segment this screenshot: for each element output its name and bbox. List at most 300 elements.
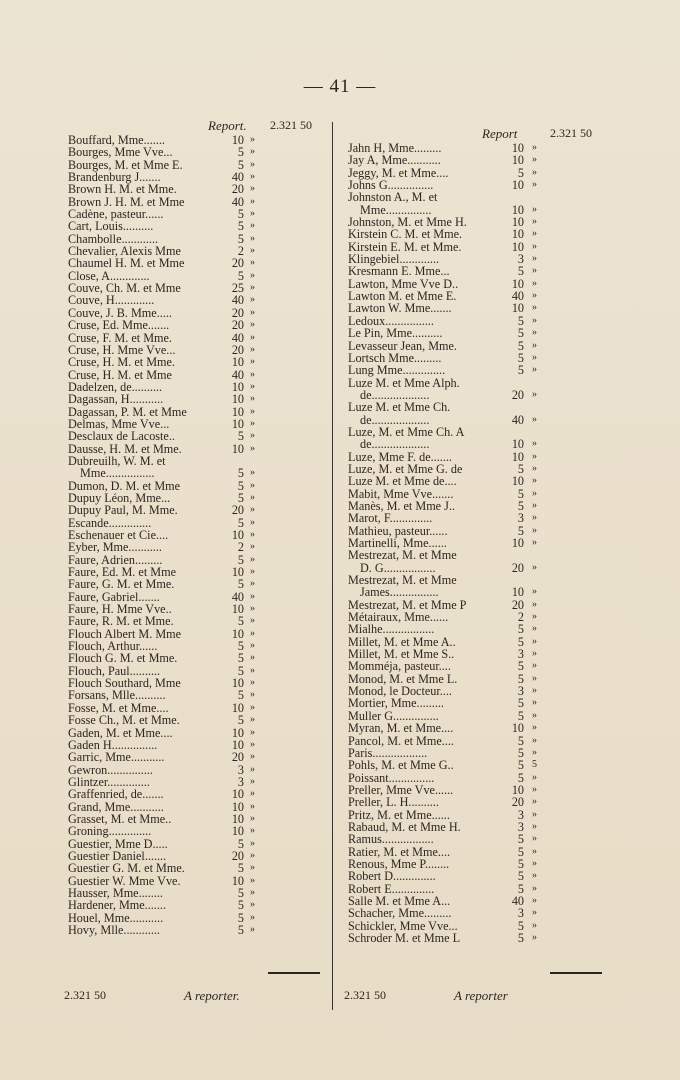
entry-row	[64, 146, 326, 158]
centimes-mark: »	[532, 833, 537, 845]
centimes-mark: »	[532, 870, 537, 882]
centimes-mark: »	[532, 598, 537, 610]
donation-amount: 10	[511, 437, 524, 452]
centimes-mark: »	[250, 627, 255, 639]
donation-amount: 5	[517, 350, 524, 365]
donation-amount: 5	[517, 758, 524, 773]
donation-amount: 3	[517, 252, 524, 267]
centimes-mark: »	[250, 701, 255, 713]
donor-name: Hausser, Mme........	[68, 885, 163, 900]
centimes-mark: »	[250, 171, 255, 183]
donation-amount: 10	[511, 141, 524, 155]
donor-name: Mestrezat, M. et Mme P	[348, 597, 467, 612]
donation-amount: 5	[237, 614, 244, 629]
donor-name: Poissant...............	[348, 770, 435, 785]
centimes-mark: »	[532, 512, 537, 524]
donor-name: Chambolle............	[68, 231, 159, 246]
donation-amount: 5	[517, 622, 524, 637]
centimes-mark: »	[532, 660, 537, 672]
entry-row	[344, 759, 606, 771]
centimes-mark: »	[532, 537, 537, 548]
donor-name: Escande..............	[68, 515, 152, 530]
donation-amount: 5	[237, 639, 244, 654]
centimes-mark: »	[250, 245, 255, 257]
donation-amount: 5	[517, 931, 524, 945]
donor-name: James................	[360, 585, 439, 600]
centimes-mark: »	[250, 541, 255, 553]
centimes-mark: »	[250, 294, 255, 306]
entry-row	[344, 833, 606, 845]
centimes-mark: »	[250, 899, 255, 911]
donation-amount: 2	[237, 244, 244, 259]
donor-name: Dupuy Paul, M. Mme.	[68, 503, 178, 518]
left-total-rule	[268, 972, 320, 974]
centimes-mark: 5	[532, 759, 537, 771]
donor-name: Jay A, Mme...........	[348, 153, 441, 168]
donation-amount: 10	[231, 811, 244, 826]
donor-name: Myran, M. et Mme....	[348, 721, 454, 736]
donor-name: Johns G...............	[348, 178, 434, 193]
entry-row	[344, 327, 606, 339]
donation-amount: 10	[231, 602, 244, 617]
centimes-mark: »	[250, 417, 255, 429]
donation-amount: 40	[231, 170, 244, 185]
centimes-mark: »	[532, 265, 537, 277]
donation-amount: 10	[511, 178, 524, 193]
centimes-mark: »	[250, 306, 255, 318]
entry-row	[344, 302, 606, 314]
donor-name: Cruse, H. Mme Vve...	[68, 342, 176, 357]
centimes-mark: »	[532, 709, 537, 721]
donation-amount: 10	[511, 585, 524, 600]
centimes-mark: »	[250, 775, 255, 787]
donor-name: Jeggy, M. et Mme....	[348, 165, 449, 180]
donor-name: Dagassan, P. M. et Mme	[68, 404, 187, 419]
donor-name: de...................	[360, 412, 430, 427]
donation-amount: 2	[237, 540, 244, 555]
donation-amount: 5	[237, 515, 244, 530]
centimes-mark: »	[250, 763, 255, 775]
donation-amount: 10	[511, 276, 524, 291]
donor-name: Guestier W. Mme Vve.	[68, 873, 181, 888]
donor-name: Bourges, M. et Mme E.	[68, 157, 183, 172]
centimes-mark: »	[250, 788, 255, 800]
centimes-mark: »	[250, 664, 255, 676]
donor-name: Faure, Adrien.........	[68, 552, 163, 567]
donation-amount: 5	[237, 466, 244, 481]
donation-amount: 5	[237, 145, 244, 160]
entry-row	[344, 438, 606, 450]
left-reporter-label: A reporter.	[184, 988, 240, 1003]
centimes-mark: »	[532, 487, 537, 499]
donation-amount: 5	[517, 745, 524, 760]
donation-amount: 10	[511, 536, 524, 550]
donor-name: Grand, Mme...........	[68, 799, 164, 814]
left-reporter-total: 2.321 50	[64, 988, 106, 1002]
centimes-mark: »	[532, 364, 537, 376]
donor-name: Flouch Southard, Mme	[68, 676, 181, 691]
centimes-mark: »	[532, 932, 537, 943]
donation-amount: 10	[231, 626, 244, 641]
donation-amount: 5	[517, 523, 524, 538]
donor-name: Pritz, M. et Mme......	[348, 807, 450, 822]
donation-amount: 40	[231, 589, 244, 604]
donor-name: Johnston, M. et Mme H.	[348, 215, 467, 230]
entry-row	[344, 586, 606, 598]
donor-name: Renous, Mme P........	[348, 856, 450, 871]
donation-amount: 10	[231, 676, 244, 691]
entry-row	[344, 401, 606, 413]
donation-amount: 5	[517, 918, 524, 933]
donation-amount: 5	[517, 264, 524, 279]
right-report-total: 2.321 50	[550, 126, 592, 140]
donor-name: Flouch G. M. et Mme.	[68, 651, 178, 666]
donor-name: Bourges, Mme Vve...	[68, 145, 173, 160]
donor-name: Couve, H.............	[68, 293, 155, 308]
donor-name: Dadelzen, de..........	[68, 379, 163, 394]
centimes-mark: »	[532, 166, 537, 178]
centimes-mark: »	[250, 911, 255, 923]
entry-row	[64, 862, 326, 874]
centimes-mark: »	[250, 282, 255, 294]
centimes-mark: »	[250, 442, 255, 454]
entry-row	[64, 615, 326, 627]
centimes-mark: »	[532, 154, 537, 166]
centimes-mark: »	[532, 771, 537, 783]
centimes-mark: »	[250, 158, 255, 170]
centimes-mark: »	[250, 874, 255, 886]
centimes-mark: »	[532, 894, 537, 906]
entry-row	[64, 467, 326, 479]
centimes-mark: »	[250, 380, 255, 392]
centimes-mark: »	[532, 796, 537, 808]
entry-row	[64, 220, 326, 232]
donor-name: Couve, Ch. M. et Mme	[68, 281, 181, 296]
donor-name: Lawton W. Mme.......	[348, 301, 452, 316]
donor-name: Millet, M. et Mme A..	[348, 634, 456, 649]
donor-name: Faure, R. M. et Mme.	[68, 614, 174, 629]
centimes-mark: »	[250, 924, 255, 935]
centimes-mark: »	[532, 857, 537, 869]
centimes-mark: »	[532, 586, 537, 598]
donation-amount: 20	[231, 182, 244, 197]
donation-amount: 3	[517, 819, 524, 834]
donor-name: Lortsch Mme.........	[348, 350, 442, 365]
entry-row	[344, 932, 606, 944]
entry-row	[64, 393, 326, 405]
left-entry-list	[64, 134, 326, 936]
donation-amount: 10	[231, 133, 244, 147]
donor-name: Levasseur Jean, Mme.	[348, 338, 457, 353]
donor-name: Bouffard, Mme.......	[68, 133, 165, 147]
right-carry-forward	[344, 126, 606, 140]
column-divider	[332, 122, 333, 1010]
centimes-mark: »	[250, 405, 255, 417]
donation-amount: 10	[231, 528, 244, 542]
donor-name: Faure, H. Mme Vve..	[68, 602, 172, 617]
centimes-mark: »	[532, 314, 537, 326]
centimes-mark: »	[532, 216, 537, 228]
donation-amount: 5	[237, 861, 244, 876]
right-reporter-label: A reporter	[454, 988, 508, 1003]
donation-amount: 40	[511, 893, 524, 908]
entry-row	[64, 751, 326, 763]
donation-amount: 5	[517, 844, 524, 859]
donation-amount: 10	[511, 474, 524, 489]
centimes-mark: »	[250, 689, 255, 701]
donation-amount: 5	[517, 659, 524, 674]
donation-amount: 5	[237, 552, 244, 567]
donor-name: Momméja, pasteur....	[348, 659, 451, 674]
left-carry-over	[64, 988, 326, 1002]
centimes-mark: »	[532, 820, 537, 832]
donation-amount: 5	[237, 490, 244, 505]
donor-name: Grasset, M. et Mme..	[68, 811, 172, 826]
donation-amount: 5	[517, 326, 524, 341]
centimes-mark: »	[250, 479, 255, 491]
donation-amount: 10	[511, 215, 524, 230]
donation-amount: 5	[517, 498, 524, 513]
donor-name: Luze M. et Mme de....	[348, 474, 457, 489]
centimes-mark: »	[250, 208, 255, 220]
donation-amount: 5	[517, 461, 524, 476]
donation-amount: 10	[231, 725, 244, 740]
donor-name: Klingebiel.............	[348, 252, 440, 267]
donation-amount: 20	[231, 848, 244, 863]
donor-name: Schroder M. et Mme L	[348, 931, 461, 945]
centimes-mark: »	[250, 393, 255, 405]
donor-name: Preller, L. H..........	[348, 795, 439, 810]
donor-name: Mme...............	[360, 202, 432, 217]
donation-amount: 40	[511, 289, 524, 304]
donor-name: Flouch Albert M. Mme	[68, 626, 182, 641]
donor-name: Pancol, M. et Mme....	[348, 733, 454, 748]
donation-amount: 5	[517, 856, 524, 871]
donation-amount: 5	[237, 885, 244, 900]
centimes-mark: »	[250, 331, 255, 343]
right-column	[344, 118, 606, 944]
centimes-mark: »	[250, 343, 255, 355]
centimes-mark: »	[532, 142, 537, 153]
donor-name: Guestier, Mme D.....	[68, 836, 168, 851]
donation-amount: 25	[231, 281, 244, 296]
centimes-mark: »	[532, 623, 537, 635]
entry-row	[344, 475, 606, 487]
donor-name: de...................	[360, 387, 430, 402]
donor-name: Mabit, Mme Vve.......	[348, 486, 454, 501]
donor-name: Robert D..............	[348, 869, 436, 884]
donor-name: Rabaud, M. et Mme H.	[348, 819, 461, 834]
donation-amount: 5	[237, 231, 244, 246]
donor-name: Le Pin, Mme..........	[348, 326, 443, 341]
entry-row	[344, 228, 606, 240]
centimes-mark: »	[250, 368, 255, 380]
donation-amount: 20	[511, 387, 524, 402]
entry-row	[64, 714, 326, 726]
donation-amount: 10	[231, 873, 244, 888]
centimes-mark: »	[532, 722, 537, 734]
centimes-mark: »	[532, 475, 537, 487]
centimes-mark: »	[532, 438, 537, 450]
donor-name: Lung Mme..............	[348, 363, 446, 378]
donor-name: Mortier, Mme.........	[348, 696, 444, 711]
centimes-mark: »	[532, 388, 537, 400]
centimes-mark: »	[532, 561, 537, 573]
donor-name: Brandenburg J.......	[68, 170, 161, 185]
donation-amount: 10	[511, 301, 524, 316]
donation-amount: 20	[231, 256, 244, 271]
centimes-mark: »	[532, 746, 537, 758]
donation-amount: 5	[237, 910, 244, 925]
entry-row	[64, 319, 326, 331]
donor-name: Chevalier, Alexis Mme	[68, 244, 181, 259]
entry-row	[64, 257, 326, 269]
centimes-mark: »	[250, 590, 255, 602]
donation-amount: 10	[231, 416, 244, 431]
donation-amount: 20	[511, 795, 524, 810]
donor-name: Ratier, M. et Mme....	[348, 844, 451, 859]
donor-name: Forsans, Mlle..........	[68, 688, 166, 703]
right-reporter-total: 2.321 50	[344, 988, 386, 1002]
centimes-mark: »	[250, 467, 255, 479]
donation-amount: 5	[517, 832, 524, 847]
donor-name: Hardener, Mme.......	[68, 898, 166, 913]
entry-row	[64, 825, 326, 837]
donation-amount: 10	[511, 202, 524, 217]
donation-amount: 5	[237, 688, 244, 703]
donor-name: Cruse, H. M. et Mme.	[68, 355, 175, 370]
entry-row	[344, 735, 606, 747]
centimes-mark: »	[250, 800, 255, 812]
donation-amount: 5	[517, 313, 524, 328]
donation-amount: 40	[231, 367, 244, 382]
donation-amount: 40	[231, 293, 244, 308]
centimes-mark: »	[250, 849, 255, 861]
donation-amount: 2	[517, 610, 524, 625]
centimes-mark: »	[250, 886, 255, 898]
entry-row	[344, 623, 606, 635]
donation-amount: 5	[237, 577, 244, 592]
centimes-mark: »	[532, 524, 537, 536]
entry-row	[344, 364, 606, 376]
donation-amount: 5	[237, 207, 244, 222]
left-report-label: Report.	[208, 118, 247, 133]
donation-amount: 10	[231, 787, 244, 802]
donor-name: Groning..............	[68, 824, 152, 839]
donor-name: Millet, M. et Mme S..	[348, 647, 455, 662]
donor-name: Luze, Mme F. de.......	[348, 449, 452, 464]
donor-name: Gewron...............	[68, 762, 153, 777]
donor-name: Faure, Gabriel.......	[68, 589, 160, 604]
donation-amount: 10	[231, 379, 244, 394]
centimes-mark: »	[532, 203, 537, 215]
donation-amount: 20	[231, 318, 244, 333]
donation-amount: 5	[517, 881, 524, 896]
donation-amount: 20	[511, 560, 524, 575]
donor-name: Chaumel H. M. et Mme	[68, 256, 185, 271]
centimes-mark: »	[250, 356, 255, 368]
donation-amount: 5	[237, 663, 244, 678]
donation-amount: 5	[237, 923, 244, 937]
donor-name: Flouch, Arthur......	[68, 639, 158, 654]
centimes-mark: »	[532, 734, 537, 746]
centimes-mark: »	[532, 179, 537, 191]
donor-name: Couve, J. B. Mme.....	[68, 305, 172, 320]
centimes-mark: »	[532, 499, 537, 511]
donation-amount: 10	[231, 799, 244, 814]
donor-name: Glintzer..............	[68, 774, 150, 789]
donor-name: Cruse, Ed. Mme.......	[68, 318, 170, 333]
left-carry-forward	[64, 118, 326, 132]
entry-row	[344, 265, 606, 277]
donor-name: Monod, le Docteur....	[348, 684, 452, 699]
entry-row	[344, 796, 606, 808]
centimes-mark: »	[250, 615, 255, 627]
right-total-rule	[550, 972, 602, 974]
donor-name: Guestier Daniel.......	[68, 848, 167, 863]
centimes-mark: »	[532, 845, 537, 857]
centimes-mark: »	[532, 413, 537, 425]
donation-amount: 10	[231, 392, 244, 407]
entry-row	[64, 924, 326, 936]
centimes-mark: »	[250, 146, 255, 158]
entry-row	[64, 578, 326, 590]
centimes-mark: »	[250, 183, 255, 195]
donor-name: Fosse, M. et Mme....	[68, 700, 169, 715]
donor-name: Graffenried, de.......	[68, 787, 164, 802]
centimes-mark: »	[532, 253, 537, 265]
right-entry-list	[344, 142, 606, 944]
donation-amount: 5	[517, 733, 524, 748]
entry-row	[64, 504, 326, 516]
centimes-mark: »	[250, 319, 255, 331]
donor-name: Dagassan, H...........	[68, 392, 164, 407]
donor-name: Pohls, M. et Mme G..	[348, 758, 454, 773]
donation-amount: 5	[237, 268, 244, 283]
entry-row	[64, 652, 326, 664]
centimes-mark: »	[532, 462, 537, 474]
donation-amount: 5	[237, 836, 244, 851]
donation-amount: 5	[517, 363, 524, 378]
centimes-mark: »	[532, 228, 537, 240]
centimes-mark: »	[532, 290, 537, 302]
donor-name: Flouch, Paul..........	[68, 663, 161, 678]
donation-amount: 5	[517, 869, 524, 884]
donation-amount: 5	[517, 708, 524, 723]
centimes-mark: »	[532, 302, 537, 314]
donor-name: Ledoux................	[348, 313, 434, 328]
centimes-mark: »	[532, 240, 537, 252]
donation-amount: 10	[511, 449, 524, 464]
right-report-label: Report	[482, 126, 518, 141]
donor-name: Luze M. et Mme Alph.	[348, 375, 460, 390]
centimes-mark: »	[532, 351, 537, 363]
donor-name: Cruse, H. M. et Mme	[68, 367, 172, 382]
entry-row	[344, 512, 606, 524]
centimes-mark: »	[250, 430, 255, 442]
donor-name: Hovy, Mlle............	[68, 923, 160, 937]
donor-name: Salle M. et Mme A...	[348, 893, 451, 908]
centimes-mark: »	[532, 919, 537, 931]
centimes-mark: »	[250, 652, 255, 664]
centimes-mark: »	[250, 603, 255, 615]
entry-row	[64, 356, 326, 368]
entry-row	[64, 183, 326, 195]
centimes-mark: »	[532, 907, 537, 919]
donation-amount: 5	[237, 429, 244, 444]
centimes-mark: »	[250, 134, 255, 145]
donor-name: Garric, Mme...........	[68, 750, 165, 765]
